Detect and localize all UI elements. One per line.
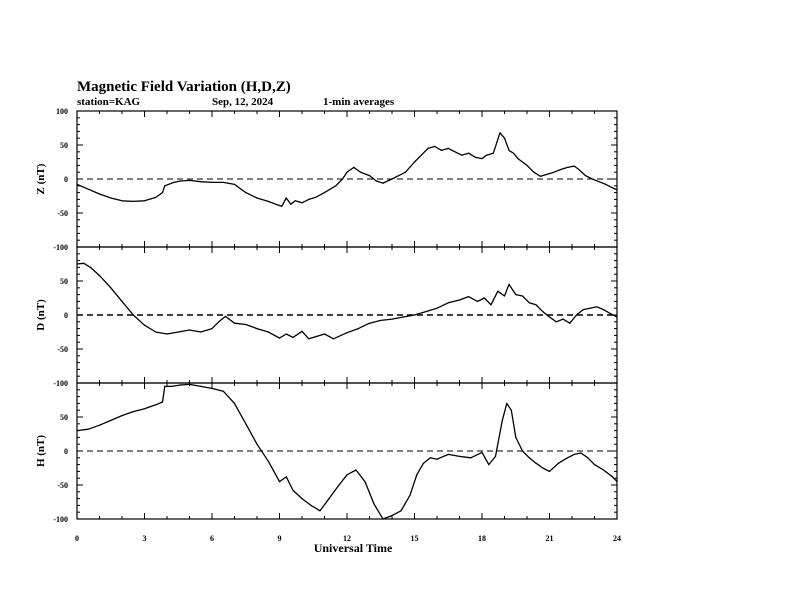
data-point (308, 199, 309, 200)
data-point (315, 197, 316, 198)
y-tick-label: 0 (64, 447, 68, 456)
x-axis-label: Universal Time (313, 541, 393, 555)
data-point (256, 328, 257, 329)
data-point (76, 184, 77, 185)
series-line-d (77, 263, 617, 339)
data-point (88, 429, 89, 430)
data-point (144, 408, 145, 409)
x-tick-label: 24 (613, 534, 621, 543)
data-point (245, 423, 246, 424)
data-point (110, 420, 111, 421)
chart-title: Magnetic Field Variation (H,D,Z) (77, 79, 291, 95)
y-tick-label: -100 (53, 243, 68, 252)
data-point (414, 161, 415, 162)
data-point (594, 464, 595, 465)
data-point (391, 178, 392, 179)
data-point (603, 469, 604, 470)
data-point (522, 450, 523, 451)
data-point (162, 401, 163, 402)
x-tick-label: 9 (277, 534, 282, 543)
y-tick-label: 50 (60, 277, 68, 286)
data-point (461, 155, 462, 156)
data-point (495, 456, 496, 457)
data-point (301, 202, 302, 203)
data-point (506, 403, 507, 404)
data-point (585, 175, 586, 176)
data-point (369, 323, 370, 324)
data-point (268, 461, 269, 462)
data-point (409, 495, 410, 496)
data-point (468, 153, 469, 154)
data-point (225, 316, 226, 317)
data-point (223, 391, 224, 392)
y-tick-label: -50 (57, 345, 68, 354)
data-point (155, 197, 156, 198)
data-point (382, 183, 383, 184)
data-point (616, 316, 617, 317)
data-point (508, 284, 509, 285)
data-point (346, 474, 347, 475)
data-point (497, 291, 498, 292)
data-point (164, 185, 165, 186)
data-point (490, 304, 491, 305)
data-point (616, 189, 617, 190)
data-point (580, 452, 581, 453)
data-point (369, 175, 370, 176)
data-point (234, 323, 235, 324)
y-tick-label: -100 (53, 515, 68, 524)
data-point (308, 338, 309, 339)
data-point (319, 510, 320, 511)
data-point (549, 471, 550, 472)
data-point (421, 155, 422, 156)
data-point (155, 404, 156, 405)
data-point (448, 148, 449, 149)
data-point (277, 204, 278, 205)
data-point (468, 296, 469, 297)
data-point (425, 311, 426, 312)
data-point (477, 301, 478, 302)
data-point (475, 157, 476, 158)
x-tick-label: 0 (75, 534, 79, 543)
data-point (173, 182, 174, 183)
data-point (522, 161, 523, 162)
data-point (178, 331, 179, 332)
data-point (286, 333, 287, 334)
data-point (454, 151, 455, 152)
data-point (616, 481, 617, 482)
panels (35, 107, 621, 543)
data-point (610, 313, 611, 314)
data-point (612, 187, 613, 188)
data-point (605, 184, 606, 185)
y-tick-label: -50 (57, 481, 68, 490)
data-point (504, 138, 505, 139)
data-point (290, 204, 291, 205)
data-point (583, 309, 584, 310)
data-point (245, 324, 246, 325)
data-point (529, 302, 530, 303)
data-point (121, 415, 122, 416)
data-point (268, 201, 269, 202)
data-point (517, 158, 518, 159)
data-point (99, 425, 100, 426)
data-point (90, 267, 91, 268)
data-point (166, 333, 167, 334)
data-point (515, 437, 516, 438)
data-point (493, 153, 494, 154)
data-point (286, 197, 287, 198)
data-point (133, 314, 134, 315)
data-point (587, 457, 588, 458)
data-point (598, 181, 599, 182)
data-point (612, 476, 613, 477)
data-point (279, 481, 280, 482)
data-point (567, 167, 568, 168)
data-point (470, 457, 471, 458)
data-point (382, 518, 383, 519)
data-point (504, 295, 505, 296)
data-point (99, 275, 100, 276)
y-axis-label: D (nT) (35, 299, 47, 331)
data-point (529, 457, 530, 458)
data-point (574, 166, 575, 167)
data-point (110, 287, 111, 288)
data-point (180, 180, 181, 181)
data-point (441, 150, 442, 151)
data-point (547, 174, 548, 175)
data-point (234, 403, 235, 404)
data-point (542, 311, 543, 312)
data-point (391, 515, 392, 516)
data-point (355, 469, 356, 470)
x-tick-label: 3 (142, 534, 147, 543)
data-point (268, 331, 269, 332)
data-point (335, 185, 336, 186)
data-point (360, 172, 361, 173)
y-tick-label: 100 (56, 107, 68, 116)
data-point (511, 410, 512, 411)
data-point (448, 454, 449, 455)
data-point (346, 172, 347, 173)
data-point (310, 505, 311, 506)
data-point (535, 463, 536, 464)
data-point (301, 331, 302, 332)
data-point (540, 176, 541, 177)
data-point (211, 388, 212, 389)
data-point (430, 457, 431, 458)
date-label: Sep, 12, 2024 (212, 96, 274, 108)
data-point (427, 148, 428, 149)
data-point (144, 200, 145, 201)
data-point (596, 306, 597, 307)
data-point (99, 193, 100, 194)
data-point (218, 321, 219, 322)
data-point (567, 457, 568, 458)
data-point (223, 182, 224, 183)
data-point (76, 263, 77, 264)
data-point (189, 180, 190, 181)
data-point (499, 132, 500, 133)
data-point (200, 181, 201, 182)
data-point (88, 189, 89, 190)
station-label: station=KAG (77, 96, 141, 108)
data-point (301, 498, 302, 499)
data-point (423, 463, 424, 464)
data-point (164, 386, 165, 387)
y-tick-label: -50 (57, 209, 68, 218)
data-point (603, 309, 604, 310)
data-point (549, 316, 550, 317)
data-point (346, 332, 347, 333)
y-tick-label: 0 (64, 175, 68, 184)
data-point (484, 297, 485, 298)
data-point (542, 467, 543, 468)
x-tick-label: 6 (210, 534, 214, 543)
data-point (292, 490, 293, 491)
data-point (553, 172, 554, 173)
data-point (256, 197, 257, 198)
data-point (589, 308, 590, 309)
data-point (211, 328, 212, 329)
y-axis-label: Z (nT) (35, 163, 47, 195)
data-point (488, 464, 489, 465)
data-point (286, 476, 287, 477)
data-point (481, 452, 482, 453)
data-point (526, 165, 527, 166)
panel-z (35, 107, 618, 252)
data-point (578, 169, 579, 170)
data-point (398, 175, 399, 176)
data-point (522, 295, 523, 296)
data-point (279, 338, 280, 339)
y-tick-label: 50 (60, 413, 68, 422)
panel-h (35, 383, 618, 524)
data-point (337, 486, 338, 487)
data-point (333, 338, 334, 339)
data-point (281, 206, 282, 207)
data-point (364, 481, 365, 482)
data-point (358, 328, 359, 329)
data-point (189, 329, 190, 330)
data-point (376, 180, 377, 181)
series-line-h (77, 384, 617, 519)
x-tick-label: 21 (545, 534, 554, 543)
x-tick-label: 18 (478, 534, 486, 543)
data-point (436, 459, 437, 460)
data-point (556, 321, 557, 322)
data-point (171, 386, 172, 387)
y-tick-label: -100 (53, 379, 68, 388)
data-point (515, 294, 516, 295)
data-point (328, 498, 329, 499)
data-point (535, 304, 536, 305)
data-point (234, 184, 235, 185)
data-point (373, 503, 374, 504)
averaging-label: 1-min averages (323, 96, 395, 108)
data-point (133, 201, 134, 202)
data-point (481, 158, 482, 159)
data-point (459, 299, 460, 300)
series-line-z (77, 133, 617, 206)
data-point (292, 337, 293, 338)
data-point (592, 178, 593, 179)
data-point (342, 178, 343, 179)
data-point (110, 197, 111, 198)
data-point (180, 384, 181, 385)
data-point (403, 316, 404, 317)
data-point (513, 153, 514, 154)
data-point (189, 384, 190, 385)
data-point (436, 308, 437, 309)
data-point (502, 420, 503, 421)
data-point (315, 336, 316, 337)
data-point (245, 192, 246, 193)
data-point (560, 169, 561, 170)
data-point (569, 323, 570, 324)
data-point (144, 325, 145, 326)
data-point (508, 150, 509, 151)
y-axis-label: H (nT) (35, 434, 47, 468)
data-point (416, 474, 417, 475)
data-point (414, 314, 415, 315)
x-tick-label: 15 (410, 534, 419, 543)
data-point (83, 263, 84, 264)
data-point (558, 463, 559, 464)
data-point (162, 192, 163, 193)
y-tick-label: 0 (64, 311, 68, 320)
data-point (405, 172, 406, 173)
data-point (121, 301, 122, 302)
data-point (76, 430, 77, 431)
data-point (121, 200, 122, 201)
data-point (448, 302, 449, 303)
x-tick-label: 12 (343, 534, 351, 543)
data-point (400, 510, 401, 511)
data-point (562, 319, 563, 320)
data-point (256, 444, 257, 445)
panel-d (35, 247, 618, 388)
data-point (295, 200, 296, 201)
data-point (486, 155, 487, 156)
data-point (353, 167, 354, 168)
data-point (324, 192, 325, 193)
data-point (200, 331, 201, 332)
data-point (380, 320, 381, 321)
data-point (434, 146, 435, 147)
data-point (155, 331, 156, 332)
data-point (576, 314, 577, 315)
y-tick-label: 50 (60, 141, 68, 150)
data-point (574, 454, 575, 455)
data-point (391, 319, 392, 320)
data-point (533, 172, 534, 173)
data-point (200, 386, 201, 387)
data-point (133, 411, 134, 412)
data-point (459, 456, 460, 457)
data-point (211, 182, 212, 183)
data-point (324, 333, 325, 334)
